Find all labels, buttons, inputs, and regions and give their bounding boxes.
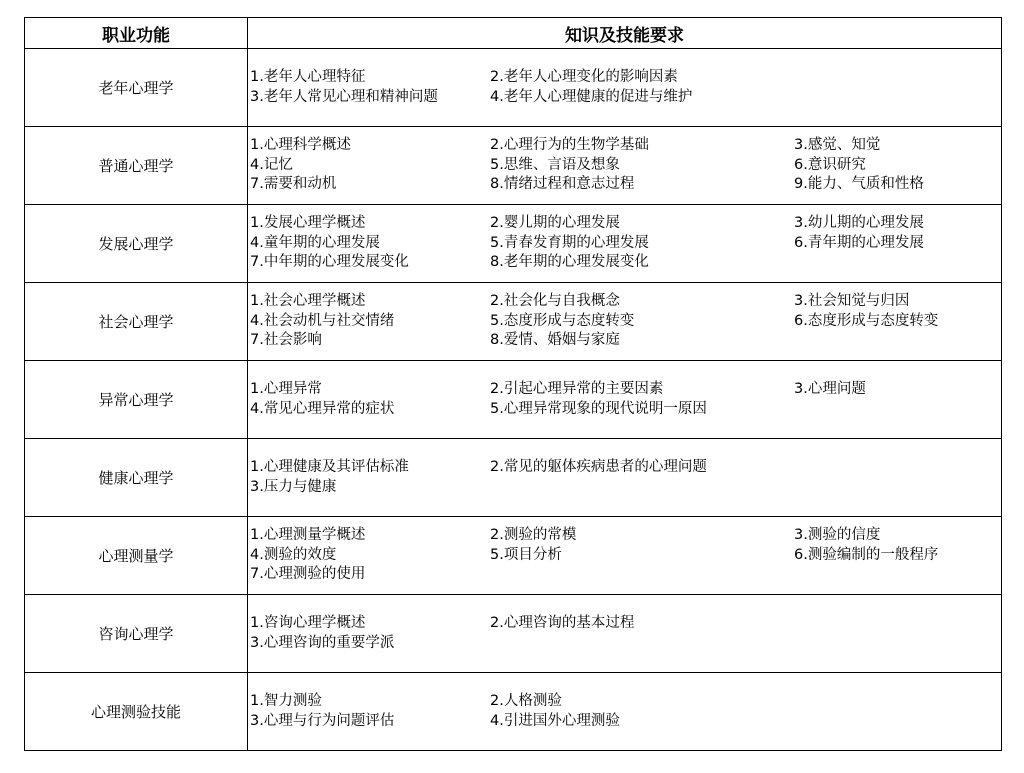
- requirement-item: 2.心理咨询的基本过程: [490, 614, 635, 631]
- header-row: [25, 18, 1002, 49]
- requirement-item: 2.社会化与自我概念: [490, 293, 620, 310]
- requirement-item: 5.项目分析: [490, 546, 562, 563]
- requirement-item: 5.态度形成与态度转变: [490, 312, 635, 329]
- requirement-item: 3.心理咨询的重要学派: [250, 634, 395, 651]
- function-cell: 发展心理学: [25, 205, 248, 283]
- requirement-item: 5.心理异常现象的现代说明一原因: [490, 400, 707, 417]
- requirement-item: 6.测验编制的一般程序: [794, 546, 939, 563]
- table-row: [25, 127, 1002, 205]
- requirement-item: 1.咨询心理学概述: [250, 614, 366, 631]
- table-row: [25, 517, 1002, 595]
- requirement-item: 1.老年人心理特征: [250, 68, 366, 85]
- requirement-item: 6.意识研究: [794, 156, 866, 173]
- requirement-item: 5.青春发育期的心理发展: [490, 234, 649, 251]
- table-row: [25, 205, 1002, 283]
- function-cell: 咨询心理学: [25, 595, 248, 673]
- requirement-item: 4.社会动机与社交情绪: [250, 312, 395, 329]
- requirements-cell: [248, 127, 1002, 205]
- requirement-item: 1.智力测验: [250, 692, 322, 709]
- requirements-table: [24, 17, 1002, 751]
- requirement-item: 8.爱情、婚姻与家庭: [490, 332, 620, 349]
- requirement-list: [248, 136, 1001, 196]
- header-function: 职业功能: [25, 18, 248, 49]
- requirement-item: 2.引起心理异常的主要因素: [490, 380, 664, 397]
- requirement-item: 1.心理测量学概述: [250, 527, 366, 544]
- requirement-item: 9.能力、气质和性格: [794, 176, 924, 193]
- requirement-item: 4.测验的效度: [250, 546, 337, 563]
- requirement-item: 1.心理健康及其评估标准: [250, 458, 409, 475]
- requirement-item: 5.思维、言语及想象: [490, 156, 620, 173]
- table-row: [25, 283, 1002, 361]
- requirement-item: 1.社会心理学概述: [250, 293, 366, 310]
- requirement-item: 3.测验的信度: [794, 527, 881, 544]
- requirements-cell: [248, 49, 1002, 127]
- requirement-item: 7.中年期的心理发展变化: [250, 254, 409, 271]
- requirements-cell: [248, 205, 1002, 283]
- requirement-item: 2.常见的躯体疾病患者的心理问题: [490, 458, 707, 475]
- requirements-cell: [248, 361, 1002, 439]
- requirement-item: 8.情绪过程和意志过程: [490, 176, 635, 193]
- function-cell: 老年心理学: [25, 49, 248, 127]
- requirement-item: 2.测验的常模: [490, 527, 577, 544]
- requirement-list: [248, 682, 1001, 742]
- requirement-item: 2.老年人心理变化的影响因素: [490, 68, 678, 85]
- requirement-item: 2.人格测验: [490, 692, 562, 709]
- requirement-item: 3.老年人常见心理和精神问题: [250, 88, 438, 105]
- requirement-item: 1.发展心理学概述: [250, 215, 366, 232]
- requirement-item: 7.需要和动机: [250, 176, 337, 193]
- requirement-item: 4.记忆: [250, 156, 293, 173]
- requirement-list: [248, 604, 1001, 664]
- function-cell: 异常心理学: [25, 361, 248, 439]
- requirement-item: 7.心理测验的使用: [250, 566, 366, 583]
- table-row: [25, 49, 1002, 127]
- requirement-item: 3.社会知觉与归因: [794, 293, 910, 310]
- requirement-item: 4.老年人心理健康的促进与维护: [490, 88, 693, 105]
- requirement-item: 3.感觉、知觉: [794, 137, 881, 154]
- requirement-list: [248, 292, 1001, 352]
- requirement-item: 3.心理与行为问题评估: [250, 712, 395, 729]
- requirements-cell: [248, 517, 1002, 595]
- requirement-item: 4.童年期的心理发展: [250, 234, 380, 251]
- header-requirements: 知识及技能要求: [248, 18, 1002, 49]
- requirement-list: [248, 526, 1001, 586]
- table-row: [25, 595, 1002, 673]
- function-cell: 心理测量学: [25, 517, 248, 595]
- requirement-item: 6.态度形成与态度转变: [794, 312, 939, 329]
- requirement-item: 8.老年期的心理发展变化: [490, 254, 649, 271]
- table-row: [25, 439, 1002, 517]
- function-cell: 社会心理学: [25, 283, 248, 361]
- table-row: [25, 673, 1002, 751]
- requirement-item: 1.心理异常: [250, 380, 322, 397]
- table-body: [25, 49, 1002, 751]
- requirements-cell: [248, 439, 1002, 517]
- requirement-item: 3.心理问题: [794, 380, 866, 397]
- requirement-item: 2.婴儿期的心理发展: [490, 215, 620, 232]
- requirements-cell: [248, 283, 1002, 361]
- requirements-cell: [248, 595, 1002, 673]
- requirement-item: 6.青年期的心理发展: [794, 234, 924, 251]
- requirement-list: [248, 448, 1001, 508]
- requirement-list: [248, 370, 1001, 430]
- function-cell: 心理测验技能: [25, 673, 248, 751]
- requirement-item: 4.常见心理异常的症状: [250, 400, 395, 417]
- requirements-cell: [248, 673, 1002, 751]
- requirement-item: 3.压力与健康: [250, 478, 337, 495]
- requirement-list: [248, 214, 1001, 274]
- requirement-item: 4.引进国外心理测验: [490, 712, 620, 729]
- requirement-item: 3.幼儿期的心理发展: [794, 215, 924, 232]
- requirement-item: 1.心理科学概述: [250, 137, 351, 154]
- function-cell: 普通心理学: [25, 127, 248, 205]
- requirement-list: [248, 58, 1001, 118]
- requirement-item: 2.心理行为的生物学基础: [490, 137, 649, 154]
- function-cell: 健康心理学: [25, 439, 248, 517]
- table-row: [25, 361, 1002, 439]
- requirement-item: 7.社会影响: [250, 332, 322, 349]
